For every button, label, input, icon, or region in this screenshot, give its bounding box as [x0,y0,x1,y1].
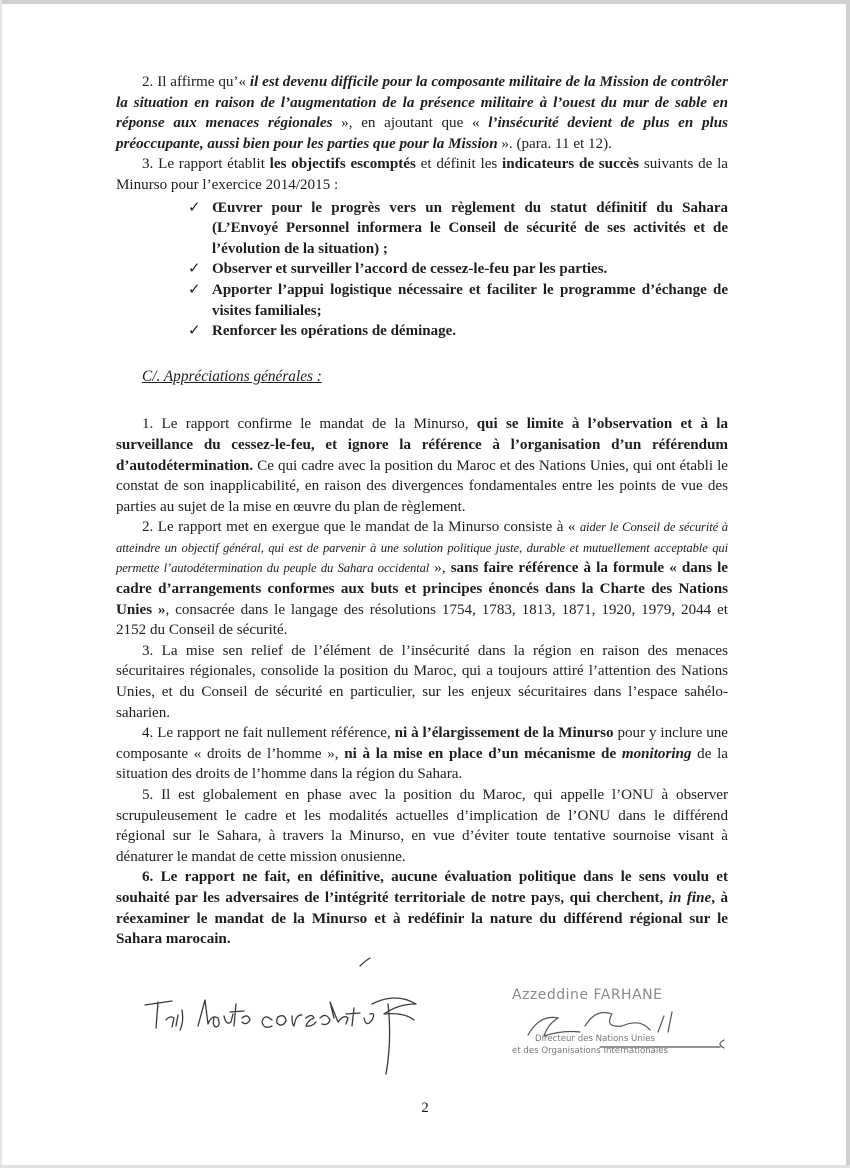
general-paragraph-6: 6. Le rapport ne fait, en définitive, aucune évaluation politique dans le sens voulu et souhaité par les adversaires de l’intégrité territoriale de notre pays, qui cherchent, in fine, à réexaminer le mandat de la Minurso et à redéfinir la nature du différend régional sur le Sahara marocain. [116,869,729,948]
stamp-name: Azzeddine FARHANE [512,987,663,1003]
section-title: C/. Appréciations générales : [142,367,322,385]
objective-item: ✓ Œuvrer pour le progrès vers un règlement du statut définitif du Sahara (L’Envoyé Personnel informera le Conseil de sécurité de ses activités et de l’évolution de la situation) ; [188,199,728,257]
objective-item: ✓ Apporter l’appui logistique nécessaire et faciliter le programme d’échange de visites familiales; [188,281,728,319]
scan-edge-left [0,0,2,1168]
scan-edge-top [0,0,850,4]
scan-edge-right [846,0,850,1168]
checkmark-icon: ✓ [188,199,201,216]
general-paragraph-1: 1. Le rapport confirme le mandat de la Minurso, qui se limite à l’observation et à la surveillance du cessez-le-feu, et ignore la référence à l’organisation d’un référendum d’autodétermination. Ce qui cadre avec la position du Maroc et des Nations Unies, qui ont établi le constat de son inapplicabilité, en raison des divergences fondamentales entre les points de vue des parties au sujet de la mise en œuvre du plan de règlement. [116,416,728,515]
checkmark-icon: ✓ [188,323,201,340]
document-body [116,72,728,950]
objective-item: ✓ Renforcer les opérations de déminage. [188,321,728,342]
objectives-list [188,198,728,342]
general-paragraph-3: 3. La mise sen relief de l’élément de l’insécurité dans la région en raison des menaces sécuritaires régionales, consolide la position du Maroc, qui a toujours attiré l’attention des Nations Unies, et du Conseil de sécurité en particulier, sur les enjeux sécuritaires dans l’espace sahélo-saharien. [116,642,728,721]
general-paragraph-4: 4. Le rapport ne fait nullement référence, ni à l’élargissement de la Minurso pour y inclure une composante « droits de l’homme », ni à la mise en place d’un mécanisme de monitoring de la situation des droits de l’homme dans la région du Sahara. [116,725,728,783]
page-number: 2 [421,1100,429,1116]
paragraph-2: 2. Il affirme qu’« il est devenu difficile pour la composante militaire de la Mission de contrôler la situation en raison de l’augmentation de la présence militaire à l’ouest du mur de sable en réponse aux menaces régionales », en ajoutant que « l’insécurité devient de plus en plus préoccupante, aussi bien pour les parties que pour la Mission ». (para. 11 et 12). [116,74,728,152]
general-paragraph-2: 2. Le rapport met en exergue que le mandat de la Minurso consiste à « aider le Conseil de sécurité à atteindre un objectif général, qui est de parvenir à une solution politique juste, durable et mutuellement acceptable qui permette l’autodétermination du peuple du Sahara occidental », sans faire référence à la formule « dans le cadre d’arrangements conformes aux buts et principes énoncés dans la Charte des Nations Unies », consacrée dans le langage des résolutions 1754, 1783, 1813, 1871, 1920, 1979, 2044 et 2152 du Conseil de sécurité. [116,519,728,639]
objective-item: ✓ Observer et surveiller l’accord de cessez-le-feu par les parties. [188,259,728,280]
checkmark-icon: ✓ [188,261,201,278]
stamp-title-line: et des Organisations Internationales [512,1046,669,1056]
general-paragraph-5: 5. Il est globalement en phase avec la position du Maroc, qui appelle l’ONU à observer scrupuleusement le cadre et les modalités actuelles d’implication de l’ONU dans le différend régional sur le Sahara, à travers la Minurso, en vue d’éviter toute tentative sournoise visant à dénaturer le mandat de cette mission onusienne. [116,787,728,865]
paragraph-3: 3. Le rapport établit les objectifs escomptés et définit les indicateurs de succès suivants de la Minurso pour l’exercice 2014/2015 : [116,156,729,193]
checkmark-icon: ✓ [188,281,201,298]
stamp-title-line: Directeur des Nations Unies [535,1034,655,1044]
